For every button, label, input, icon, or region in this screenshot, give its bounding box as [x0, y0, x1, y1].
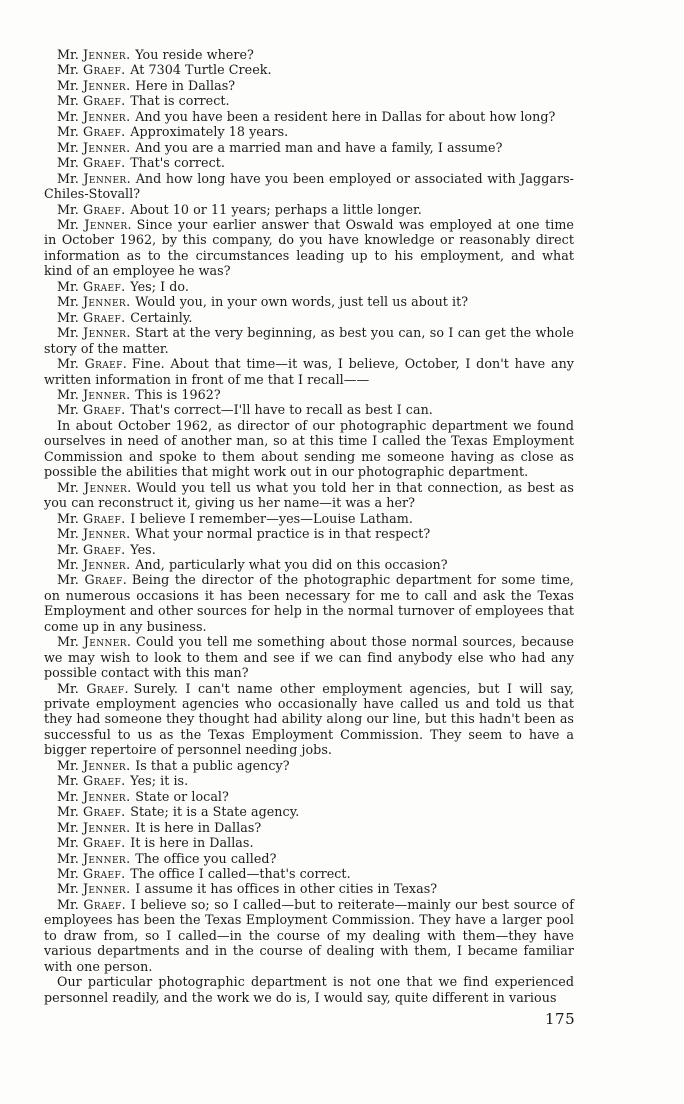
- speaker-name: Mr. Jenner.: [57, 47, 131, 62]
- dialogue-paragraph: Mr. Graef. Yes; I do.: [57, 278, 189, 294]
- speaker-name: Mr. Jenner.: [57, 556, 131, 572]
- dialogue-paragraph: Mr. Graef. Yes; it is.: [57, 773, 189, 789]
- dialogue-paragraph: Mr. Graef. Approximately 18 years.: [57, 124, 289, 140]
- dialogue-paragraph: Mr. Graef. Surely. I can't name other employment agencies, but I will say, private employment agencies who occasionally have called us and told us that they had someone they thought had ability along our line, but this hadn't been as successful to us as the Texas Employment Commission. They seem to have a bigger repertoire of personnel needing jobs.: [44, 680, 575, 758]
- narrative-paragraph: In about October 1962, as director of our photographic department we found ourselves in need of another man, so at this time I called the Texas Employment Commission and spoke to them about sending me someone having as close as possible the abilities that might work out in our photographic department.: [44, 417, 574, 480]
- speaker-name: Mr. Graef.: [57, 93, 126, 109]
- speaker-name: Mr. Jenner.: [57, 757, 131, 773]
- dialogue-paragraph: Mr. Graef. I believe I remember—yes—Louise Latham.: [57, 510, 413, 526]
- speaker-name: Mr. Jenner.: [57, 881, 131, 897]
- dialogue-paragraph: Mr. Jenner. It is here in Dallas?: [57, 819, 262, 835]
- dialogue-paragraph: Mr. Graef. Yes.: [57, 541, 156, 557]
- speaker-name: Mr. Graef.: [57, 124, 126, 140]
- speaker-name: Mr. Graef.: [57, 309, 126, 325]
- dialogue-paragraph: Mr. Graef. Fine. About that time—it was, I believe, October, I don't have any written information in front of me that I recall——: [44, 356, 575, 387]
- dialogue-paragraph: Mr. Graef. It is here in Dallas.: [57, 835, 254, 851]
- dialogue-paragraph: Mr. Graef. That's correct—I'll have to recall as best I can.: [57, 402, 433, 418]
- dialogue-paragraph: Mr. Jenner. And you have been a resident here in Dallas for about how long?: [57, 108, 556, 124]
- dialogue-paragraph: Mr. Jenner. Here in Dallas?: [57, 77, 236, 93]
- speaker-name: Mr. Graef.: [57, 866, 126, 882]
- speaker-name: Mr. Graef.: [57, 510, 126, 526]
- dialogue-paragraph: Mr. Jenner. Would you tell us what you told her in that connection, as best as you can reconstruct it, giving us her name—it was a her?: [44, 479, 574, 511]
- speaker-name: Mr. Jenner.: [57, 386, 131, 402]
- speaker-name: Mr. Graef.: [57, 402, 126, 418]
- speaker-name: Mr. Graef.: [57, 773, 126, 789]
- speaker-name: Mr. Graef.: [57, 896, 126, 912]
- speaker-name: Mr. Jenner.: [57, 108, 131, 124]
- speaker-name: Mr. Jenner.: [57, 479, 132, 495]
- dialogue-paragraph: Mr. Graef. I believe so; so I called—but to reiterate—mainly our best source of employees has been the Texas Employment Commission. They have a larger pool to draw from, so I called—in the course of my dealing with them—they have various departments and in the course of dealing with them, I became familiar with one person.: [44, 896, 574, 974]
- speaker-name: Mr. Graef.: [57, 680, 129, 696]
- dialogue-paragraph: Mr. Jenner. State or local?: [57, 788, 229, 804]
- dialogue-paragraph: Mr. Jenner. What your normal practice is in that respect?: [57, 526, 431, 542]
- dialogue-paragraph: Mr. Jenner. The office you called?: [57, 850, 277, 866]
- speaker-name: Mr. Graef.: [57, 62, 126, 78]
- dialogue-paragraph: Mr. Jenner. Is that a public agency?: [57, 757, 290, 773]
- dialogue-paragraph: Mr. Graef. About 10 or 11 years; perhaps a little longer.: [57, 201, 422, 217]
- speaker-name: Mr. Jenner.: [57, 325, 131, 341]
- speaker-name: Mr. Graef.: [57, 201, 126, 217]
- speaker-name: Mr. Jenner.: [57, 850, 131, 866]
- speaker-name: Mr. Graef.: [57, 278, 126, 294]
- dialogue-paragraph: Mr. Graef. The office I called—that's correct.: [57, 866, 351, 882]
- dialogue-paragraph: Mr. Jenner. And, particularly what you did on this occasion?: [57, 556, 448, 572]
- dialogue-paragraph: Mr. Graef. Certainly.: [57, 309, 193, 325]
- dialogue-paragraph: Mr. Jenner. This is 1962?: [57, 386, 221, 402]
- speaker-name: Mr. Jenner.: [57, 170, 131, 186]
- dialogue-paragraph: Mr. Graef. That's correct.: [57, 155, 225, 171]
- speaker-name: Mr. Graef.: [57, 804, 126, 820]
- speaker-name: Mr. Graef.: [57, 835, 126, 851]
- speaker-name: Mr. Jenner.: [57, 294, 131, 310]
- speaker-name: Mr. Graef.: [57, 356, 127, 372]
- dialogue-paragraph: Mr. Jenner. Since your earlier answer that Oswald was employed at one time in October 1962, by this company, do you have knowledge or reasonably direct information as to the circumstances leading up to his employment, and what kind of an employee he was?: [44, 216, 574, 279]
- speaker-name: Mr. Jenner.: [57, 526, 131, 542]
- speaker-name: Mr. Graef.: [57, 572, 127, 588]
- speaker-name: Mr. Graef.: [57, 155, 126, 171]
- dialogue-paragraph: Mr. Jenner. And how long have you been employed or associated with Jaggars-Chiles-Stovall?: [44, 170, 575, 202]
- speaker-name: Mr. Jenner.: [57, 788, 131, 804]
- speaker-name: Mr. Jenner.: [57, 139, 131, 155]
- narrative-paragraph: Our particular photographic department is not one that we find experienced personnel readily, and the work we do is, I would say, quite different in various: [44, 974, 574, 1005]
- dialogue-paragraph: Mr. Graef. That is correct.: [57, 93, 230, 109]
- dialogue-paragraph: Mr. Graef. State; it is a State agency.: [57, 804, 300, 820]
- speaker-name: Mr. Graef.: [57, 541, 126, 557]
- dialogue-paragraph: Mr. Jenner. You reside where?: [57, 47, 254, 62]
- dialogue-paragraph: Mr. Graef. Being the director of the photographic department for some time, on numerous occasions it has been necessary for me to call and ask the Texas Employment and other sources for help in the normal turnover of employees that come up in any business.: [44, 572, 574, 634]
- dialogue-paragraph: Mr. Jenner. Would you, in your own words, just tell us about it?: [57, 294, 469, 310]
- dialogue-paragraph: Mr. Jenner. Start at the very beginning, as best you can, so I can get the whole story of the matter.: [44, 325, 574, 356]
- speaker-name: Mr. Jenner.: [57, 634, 131, 650]
- speaker-name: Mr. Jenner.: [57, 819, 131, 835]
- dialogue-paragraph: Mr. Graef. At 7304 Turtle Creek.: [57, 62, 272, 78]
- transcript: [44, 47, 574, 1005]
- dialogue-paragraph: Mr. Jenner. And you are a married man and have a family, I assume?: [57, 139, 503, 155]
- page-number: 175: [545, 1010, 576, 1028]
- speaker-name: Mr. Jenner.: [57, 77, 131, 93]
- dialogue-paragraph: Mr. Jenner. Could you tell me something about those normal sources, because we may wish to look to them and see if we can find anybody else who had any possible contact with this man?: [44, 634, 574, 681]
- speaker-name: Mr. Jenner.: [57, 216, 132, 232]
- dialogue-paragraph: Mr. Jenner. I assume it has offices in other cities in Texas?: [57, 881, 438, 897]
